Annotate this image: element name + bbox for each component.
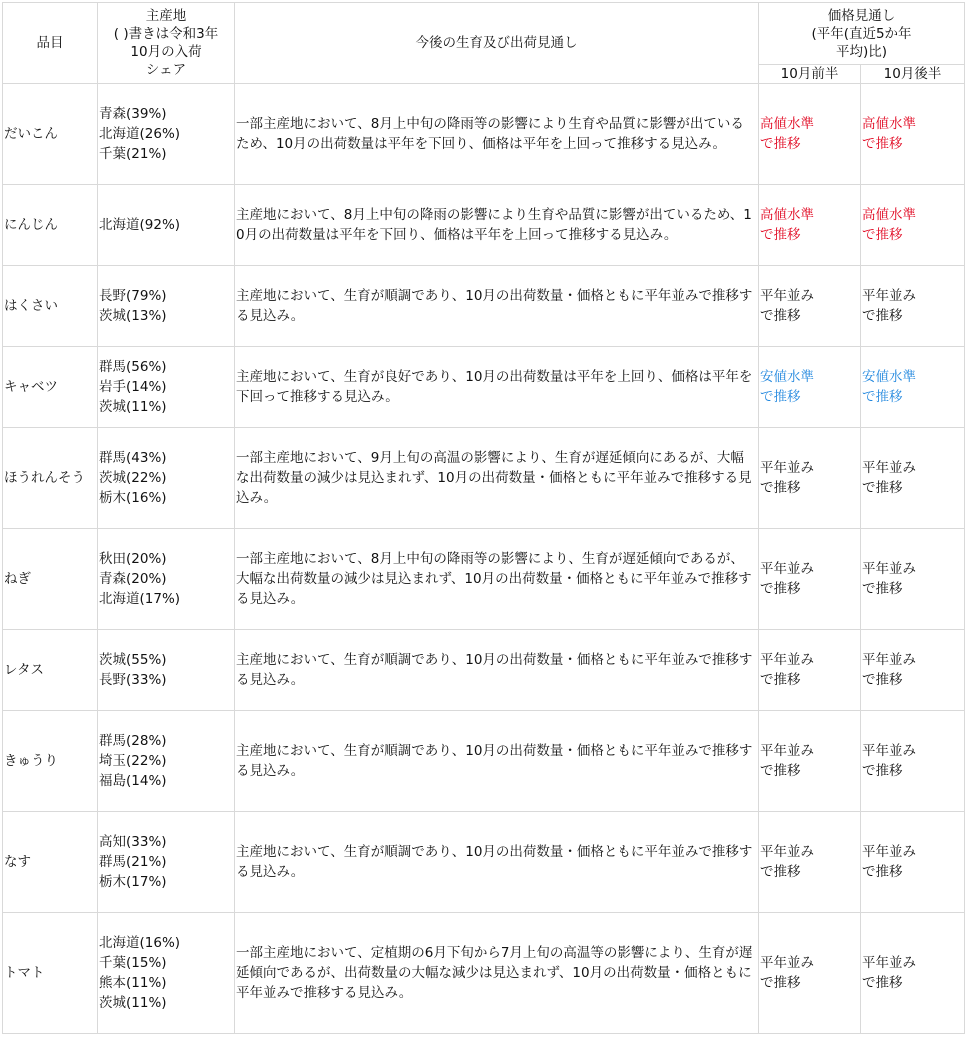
first-half-price <box>759 428 861 529</box>
first-half-price <box>759 347 861 428</box>
price-outlook-text: 平年並み <box>760 288 814 304</box>
price-outlook-text: 平年並み <box>760 460 814 476</box>
table-row <box>3 812 965 913</box>
region-cell <box>98 711 235 812</box>
table-row <box>3 266 965 347</box>
price-outlook-text: 高値水準 <box>760 116 814 132</box>
first-half-price <box>759 913 861 1034</box>
outlook-text: 一部主産地において、9月上旬の高温の影響により、生育が遅延傾向にあるが、大幅な出荷数量の減少は見込まれず、10月の出荷数量・価格ともに平年並みで推移する見込み。 <box>235 428 759 529</box>
table-body <box>3 84 965 1034</box>
header-price-outlook <box>759 3 965 65</box>
region-share: 福島(14%) <box>99 773 167 789</box>
header-item: 品目 <box>3 3 98 84</box>
item-name: なす <box>3 812 98 913</box>
price-outlook-text: 平年並み <box>760 561 814 577</box>
price-outlook-text: で推移 <box>760 136 801 152</box>
price-outlook-text: で推移 <box>760 308 801 324</box>
header-second-half: 10月後半 <box>861 65 965 84</box>
item-name: キャベツ <box>3 347 98 428</box>
region-share: 群馬(43%) <box>99 450 167 466</box>
price-outlook-text: 高値水準 <box>862 207 916 223</box>
table-row <box>3 913 965 1034</box>
region-share: 茨城(11%) <box>99 399 167 415</box>
table-row <box>3 84 965 185</box>
price-outlook-text: 平年並み <box>760 652 814 668</box>
region-share: 高知(33%) <box>99 834 167 850</box>
region-cell <box>98 84 235 185</box>
price-outlook-text: 安値水準 <box>862 369 916 385</box>
region-share: 茨城(55%) <box>99 652 167 668</box>
first-half-price <box>759 711 861 812</box>
second-half-price <box>861 711 965 812</box>
region-share: 茨城(22%) <box>99 470 167 486</box>
region-share: 秋田(20%) <box>99 551 167 567</box>
first-half-price <box>759 812 861 913</box>
price-outlook-text: で推移 <box>760 581 801 597</box>
region-share: 茨城(13%) <box>99 308 167 324</box>
header-region-line: ( )書きは令和3年 <box>113 26 219 42</box>
price-outlook-text: で推移 <box>760 227 801 243</box>
outlook-text: 主産地において、生育が順調であり、10月の出荷数量・価格ともに平年並みで推移する見込み。 <box>235 711 759 812</box>
region-share: 岩手(14%) <box>99 379 167 395</box>
outlook-text: 主産地において、生育が順調であり、10月の出荷数量・価格ともに平年並みで推移する見込み。 <box>235 266 759 347</box>
price-outlook-text: で推移 <box>760 864 801 880</box>
second-half-price <box>861 428 965 529</box>
item-name: トマト <box>3 913 98 1034</box>
second-half-price <box>861 185 965 266</box>
price-outlook-text: で推移 <box>760 763 801 779</box>
outlook-text: 主産地において、8月上中旬の降雨の影響により生育や品質に影響が出ているため、10月の出荷数量は平年を下回り、価格は平年を上回って推移する見込み。 <box>235 185 759 266</box>
price-outlook-text: で推移 <box>862 864 903 880</box>
header-price-line: 平均)比) <box>835 43 888 60</box>
vegetable-outlook-table <box>2 2 965 1034</box>
region-share: 茨城(11%) <box>99 995 167 1011</box>
second-half-price <box>861 347 965 428</box>
region-share: 千葉(15%) <box>99 955 167 971</box>
price-outlook-text: 平年並み <box>862 652 916 668</box>
first-half-price <box>759 266 861 347</box>
item-name: にんじん <box>3 185 98 266</box>
outlook-text: 一部主産地において、8月上中旬の降雨等の影響により、生育が遅延傾向であるが、大幅な出荷数量の減少は見込まれず、10月の出荷数量・価格ともに平年並みで推移する見込み。 <box>235 529 759 630</box>
table-row <box>3 529 965 630</box>
price-outlook-text: 平年並み <box>760 743 814 759</box>
price-outlook-text: で推移 <box>862 763 903 779</box>
region-share: 千葉(21%) <box>99 146 167 162</box>
region-share: 熊本(11%) <box>99 975 167 991</box>
table-row <box>3 428 965 529</box>
region-share: 北海道(17%) <box>99 591 181 607</box>
table-row <box>3 630 965 711</box>
first-half-price <box>759 529 861 630</box>
region-cell <box>98 428 235 529</box>
region-cell <box>98 529 235 630</box>
item-name: ねぎ <box>3 529 98 630</box>
region-share: 長野(79%) <box>99 288 167 304</box>
price-outlook-text: 高値水準 <box>760 207 814 223</box>
item-name: レタス <box>3 630 98 711</box>
region-share: 青森(39%) <box>99 106 167 122</box>
region-share: 北海道(26%) <box>99 126 181 142</box>
table-row <box>3 347 965 428</box>
price-outlook-text: で推移 <box>760 480 801 496</box>
first-half-price <box>759 84 861 185</box>
price-outlook-text: 安値水準 <box>760 369 814 385</box>
outlook-text: 主産地において、生育が順調であり、10月の出荷数量・価格ともに平年並みで推移する見込み。 <box>235 812 759 913</box>
region-share: 群馬(21%) <box>99 854 167 870</box>
price-outlook-text: で推移 <box>862 136 903 152</box>
header-region <box>98 3 235 84</box>
region-cell <box>98 347 235 428</box>
price-outlook-text: で推移 <box>760 389 801 405</box>
second-half-price <box>861 913 965 1034</box>
price-outlook-text: で推移 <box>862 672 903 688</box>
region-share: 栃木(16%) <box>99 490 167 506</box>
region-share: 青森(20%) <box>99 571 167 587</box>
first-half-price <box>759 185 861 266</box>
price-outlook-text: 平年並み <box>862 460 916 476</box>
header-first-half: 10月前半 <box>759 65 861 84</box>
item-name: だいこん <box>3 84 98 185</box>
outlook-text: 主産地において、生育が順調であり、10月の出荷数量・価格ともに平年並みで推移する見込み。 <box>235 630 759 711</box>
item-name: きゅうり <box>3 711 98 812</box>
price-outlook-text: で推移 <box>862 581 903 597</box>
price-outlook-text: で推移 <box>862 975 903 991</box>
second-half-price <box>861 84 965 185</box>
price-outlook-text: で推移 <box>760 975 801 991</box>
price-outlook-text: 平年並み <box>760 844 814 860</box>
price-outlook-text: 平年並み <box>862 288 916 304</box>
header-region-line: シェア <box>145 62 187 78</box>
outlook-text: 主産地において、生育が良好であり、10月の出荷数量は平年を上回り、価格は平年を下回って推移する見込み。 <box>235 347 759 428</box>
price-outlook-text: 平年並み <box>862 955 916 971</box>
price-outlook-text: で推移 <box>862 308 903 324</box>
region-cell <box>98 913 235 1034</box>
header-price-line: (平年(直近5か年 <box>811 25 912 42</box>
price-outlook-text: 高値水準 <box>862 116 916 132</box>
item-name: はくさい <box>3 266 98 347</box>
region-share: 北海道(16%) <box>99 935 181 951</box>
item-name: ほうれんそう <box>3 428 98 529</box>
header-price-line: 価格見通し <box>827 7 896 24</box>
outlook-text: 一部主産地において、定植期の6月下旬から7月上旬の高温等の影響により、生育が遅延傾向であるが、出荷数量の大幅な減少は見込まれず、10月の出荷数量・価格ともに平年並みで推移する見込み。 <box>235 913 759 1034</box>
region-cell <box>98 630 235 711</box>
price-outlook-text: で推移 <box>862 389 903 405</box>
second-half-price <box>861 529 965 630</box>
price-outlook-text: で推移 <box>862 480 903 496</box>
region-share: 北海道(92%) <box>99 217 181 233</box>
header-outlook: 今後の生育及び出荷見通し <box>235 3 759 84</box>
outlook-text: 一部主産地において、8月上中旬の降雨等の影響により生育や品質に影響が出ているため、10月の出荷数量は平年を下回り、価格は平年を上回って推移する見込み。 <box>235 84 759 185</box>
second-half-price <box>861 630 965 711</box>
region-share: 長野(33%) <box>99 672 167 688</box>
region-share: 群馬(56%) <box>99 359 167 375</box>
region-share: 群馬(28%) <box>99 733 167 749</box>
region-cell <box>98 812 235 913</box>
table-row <box>3 711 965 812</box>
region-share: 埼玉(22%) <box>99 753 167 769</box>
first-half-price <box>759 630 861 711</box>
price-outlook-text: 平年並み <box>760 955 814 971</box>
price-outlook-text: で推移 <box>760 672 801 688</box>
second-half-price <box>861 812 965 913</box>
price-outlook-text: 平年並み <box>862 844 916 860</box>
header-region-line: 10月の入荷 <box>130 44 202 60</box>
region-cell <box>98 266 235 347</box>
table-row <box>3 185 965 266</box>
header-region-line: 主産地 <box>145 8 187 24</box>
second-half-price <box>861 266 965 347</box>
region-cell <box>98 185 235 266</box>
price-outlook-text: 平年並み <box>862 743 916 759</box>
price-outlook-text: 平年並み <box>862 561 916 577</box>
price-outlook-text: で推移 <box>862 227 903 243</box>
region-share: 栃木(17%) <box>99 874 167 890</box>
